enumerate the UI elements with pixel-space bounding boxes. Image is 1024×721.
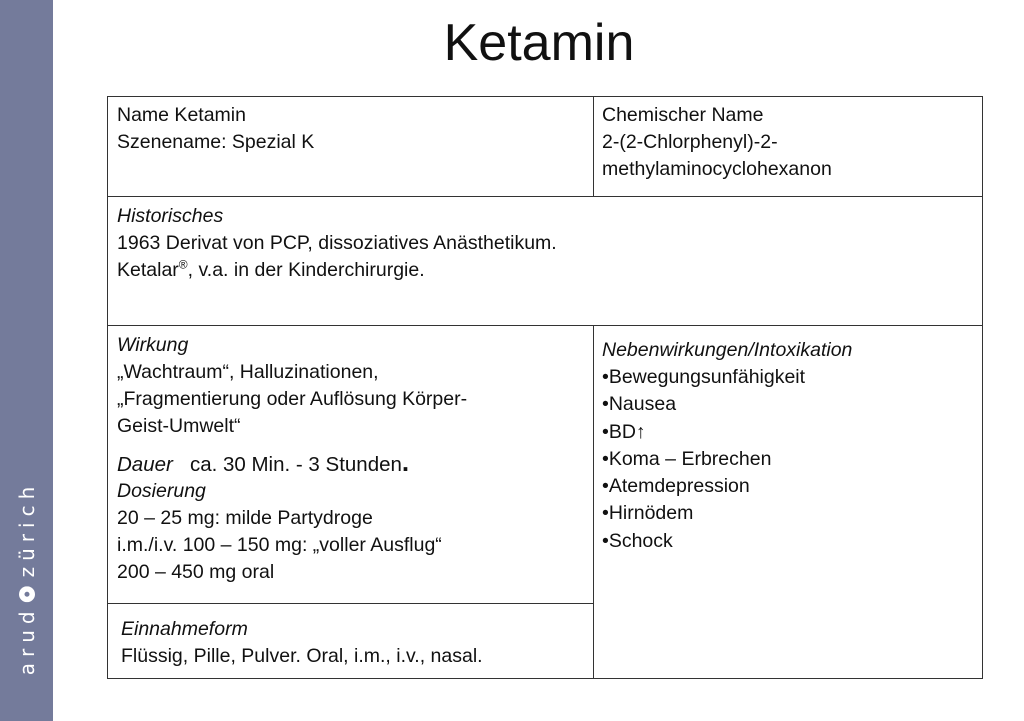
effect-line1: „Wachtraum“, Halluzinationen,	[117, 361, 379, 383]
list-item: •Koma – Erbrechen	[602, 447, 772, 470]
brand-text-left: arud	[15, 605, 39, 676]
history-line2-rest: , v.a. in der Kinderchirurgie.	[187, 259, 425, 281]
duration-period: .	[401, 447, 410, 477]
effect-line2: „Fragmentierung oder Auflösung Körper-	[117, 388, 468, 410]
history-line2	[117, 257, 557, 284]
table-divider-col-bottom	[593, 325, 594, 679]
intake-cell	[121, 616, 483, 670]
page-title: Ketamin	[443, 14, 635, 72]
effect-heading: Wirkung	[117, 334, 189, 356]
chemical-name-heading: Chemischer Name	[602, 104, 764, 126]
brand-dot-icon	[19, 586, 35, 602]
table-border-left	[107, 96, 108, 679]
effect-cell	[117, 332, 467, 586]
intake-line: Flüssig, Pille, Pulver. Oral, i.m., i.v., nasal.	[121, 645, 483, 667]
brand-logo	[15, 481, 39, 675]
table-divider-row1	[107, 196, 983, 197]
effect-line3: Geist-Umwelt“	[117, 415, 241, 437]
list-item: •BD↑	[602, 420, 646, 443]
registered-mark: ®	[178, 257, 188, 272]
table-border-top	[107, 96, 983, 97]
chemical-name-line1: 2-(2-Chlorphenyl)-2-	[602, 131, 778, 153]
duration-label: Dauer	[117, 453, 173, 476]
ketalar-text: Ketalar	[117, 259, 179, 281]
dosage-heading: Dosierung	[117, 480, 206, 502]
name-cell	[117, 102, 314, 156]
side-effects-heading: Nebenwirkungen/Intoxikation	[602, 339, 853, 361]
table-border-bottom	[107, 678, 983, 679]
chemical-name-line2: methylaminocyclohexanon	[602, 158, 832, 180]
history-heading: Historisches	[117, 205, 224, 227]
list-item: •Atemdepression	[602, 475, 750, 498]
chemical-name-cell	[602, 102, 832, 183]
table-divider-row2	[107, 325, 983, 326]
brand-text-right: zürich	[15, 480, 39, 578]
list-item: •Schock	[602, 529, 673, 552]
brand-sidebar	[0, 0, 53, 721]
duration-line	[117, 449, 467, 478]
info-table	[107, 96, 983, 679]
side-effects-cell	[602, 337, 852, 555]
intake-heading: Einnahmeform	[121, 618, 248, 640]
dosage-line: 200 – 450 mg oral	[117, 561, 275, 583]
list-item: •Hirnödem	[602, 502, 694, 525]
duration-value: ca. 30 Min. - 3 Stunden	[189, 453, 402, 476]
list-item: •Bewegungsunfähigkeit	[602, 366, 806, 388]
street-name-line: Szenename: Spezial K	[117, 131, 315, 153]
table-divider-row3	[107, 603, 593, 604]
name-line: Name Ketamin	[117, 104, 246, 126]
history-line1: 1963 Derivat von PCP, dissoziatives Anästhetikum.	[117, 232, 557, 254]
list-item: •Nausea	[602, 393, 677, 416]
dosage-line: 20 – 25 mg: milde Partydroge	[117, 507, 373, 529]
history-cell	[117, 203, 557, 284]
dosage-line: i.m./i.v. 100 – 150 mg: „voller Ausflug“	[117, 534, 442, 556]
table-border-right	[982, 96, 983, 679]
table-divider-col-top	[593, 96, 594, 197]
